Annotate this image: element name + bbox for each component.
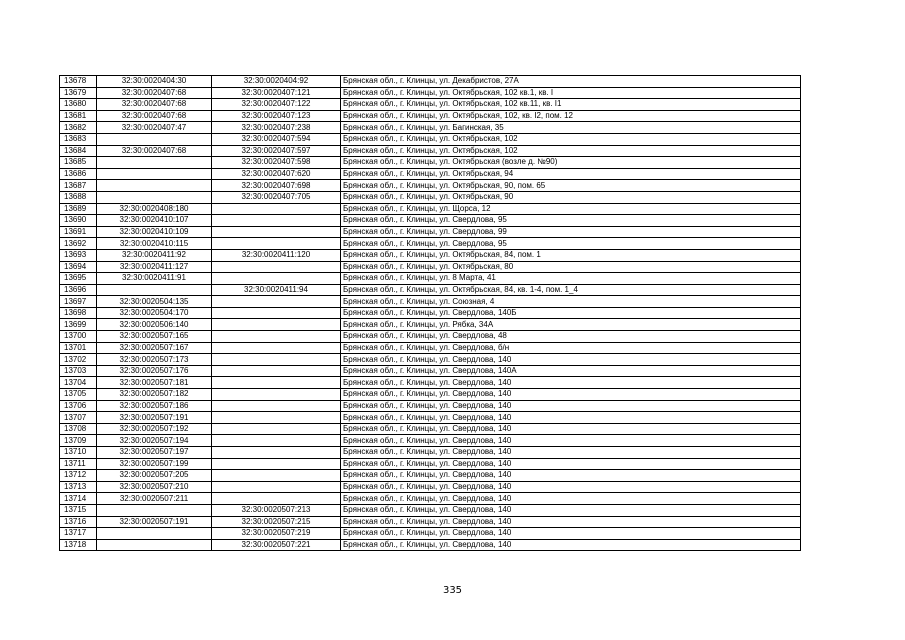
table-row <box>60 203 801 215</box>
row-number-cell: 13697 <box>60 296 97 308</box>
object-cadastral-number-cell <box>212 354 341 366</box>
object-cadastral-number-cell <box>212 261 341 273</box>
address-cell: Брянская обл., г. Клинцы, ул. Октябрьская, 102, кв. I2, пом. 12 <box>341 110 801 122</box>
object-cadastral-number-cell <box>212 203 341 215</box>
address-cell: Брянская обл., г. Клинцы, ул. Свердлова, 140 <box>341 458 801 470</box>
row-number-cell: 13706 <box>60 400 97 412</box>
row-number-cell: 13711 <box>60 458 97 470</box>
address-cell: Брянская обл., г. Клинцы, ул. Октябрьская, 80 <box>341 261 801 273</box>
address-cell: Брянская обл., г. Клинцы, ул. Октябрьская (возле д. №90) <box>341 157 801 169</box>
object-cadastral-number-cell: 32:30:0020407:123 <box>212 110 341 122</box>
table-row <box>60 110 801 122</box>
row-number-cell: 13707 <box>60 412 97 424</box>
object-cadastral-number-cell: 32:30:0020407:620 <box>212 168 341 180</box>
row-number-cell: 13698 <box>60 307 97 319</box>
address-cell: Брянская обл., г. Клинцы, ул. Октябрьская, 90, пом. 65 <box>341 180 801 192</box>
object-cadastral-number-cell: 32:30:0020407:597 <box>212 145 341 157</box>
address-cell: Брянская обл., г. Клинцы, ул. Рябка, 34А <box>341 319 801 331</box>
address-cell: Брянская обл., г. Клинцы, ул. Свердлова, б/н <box>341 342 801 354</box>
object-cadastral-number-cell <box>212 389 341 401</box>
land-cadastral-number-cell: 32:30:0020507:205 <box>97 470 212 482</box>
table-row <box>60 319 801 331</box>
land-cadastral-number-cell <box>97 284 212 296</box>
object-cadastral-number-cell: 32:30:0020507:215 <box>212 516 341 528</box>
address-cell: Брянская обл., г. Клинцы, ул. Свердлова, 95 <box>341 238 801 250</box>
row-number-cell: 13686 <box>60 168 97 180</box>
land-cadastral-number-cell: 32:30:0020411:127 <box>97 261 212 273</box>
address-cell: Брянская обл., г. Клинцы, ул. Свердлова, 140 <box>341 539 801 551</box>
land-cadastral-number-cell: 32:30:0020507:197 <box>97 447 212 459</box>
row-number-cell: 13701 <box>60 342 97 354</box>
row-number-cell: 13704 <box>60 377 97 389</box>
object-cadastral-number-cell <box>212 377 341 389</box>
registry-table <box>59 75 801 551</box>
table-row <box>60 261 801 273</box>
row-number-cell: 13684 <box>60 145 97 157</box>
land-cadastral-number-cell: 32:30:0020504:170 <box>97 307 212 319</box>
row-number-cell: 13693 <box>60 249 97 261</box>
table-row <box>60 458 801 470</box>
row-number-cell: 13685 <box>60 157 97 169</box>
land-cadastral-number-cell <box>97 504 212 516</box>
land-cadastral-number-cell <box>97 528 212 540</box>
object-cadastral-number-cell: 32:30:0020407:705 <box>212 191 341 203</box>
table-row <box>60 145 801 157</box>
land-cadastral-number-cell: 32:30:0020407:68 <box>97 99 212 111</box>
object-cadastral-number-cell <box>212 215 341 227</box>
land-cadastral-number-cell <box>97 539 212 551</box>
land-cadastral-number-cell: 32:30:0020410:115 <box>97 238 212 250</box>
land-cadastral-number-cell: 32:30:0020408:180 <box>97 203 212 215</box>
row-number-cell: 13690 <box>60 215 97 227</box>
land-cadastral-number-cell: 32:30:0020507:191 <box>97 412 212 424</box>
land-cadastral-number-cell <box>97 180 212 192</box>
address-cell: Брянская обл., г. Клинцы, ул. Свердлова, 140 <box>341 493 801 505</box>
table-row <box>60 238 801 250</box>
registry-table-body <box>60 76 801 551</box>
row-number-cell: 13694 <box>60 261 97 273</box>
land-cadastral-number-cell: 32:30:0020407:47 <box>97 122 212 134</box>
object-cadastral-number-cell <box>212 307 341 319</box>
land-cadastral-number-cell: 32:30:0020507:211 <box>97 493 212 505</box>
row-number-cell: 13700 <box>60 331 97 343</box>
land-cadastral-number-cell: 32:30:0020407:68 <box>97 110 212 122</box>
object-cadastral-number-cell <box>212 458 341 470</box>
land-cadastral-number-cell: 32:30:0020404:30 <box>97 76 212 88</box>
land-cadastral-number-cell <box>97 168 212 180</box>
table-row <box>60 133 801 145</box>
row-number-cell: 13709 <box>60 435 97 447</box>
land-cadastral-number-cell: 32:30:0020507:186 <box>97 400 212 412</box>
table-row <box>60 528 801 540</box>
row-number-cell: 13695 <box>60 273 97 285</box>
table-row <box>60 307 801 319</box>
table-row <box>60 447 801 459</box>
row-number-cell: 13716 <box>60 516 97 528</box>
object-cadastral-number-cell <box>212 412 341 424</box>
table-row <box>60 191 801 203</box>
object-cadastral-number-cell <box>212 226 341 238</box>
object-cadastral-number-cell: 32:30:0020407:698 <box>212 180 341 192</box>
object-cadastral-number-cell: 32:30:0020407:121 <box>212 87 341 99</box>
row-number-cell: 13708 <box>60 423 97 435</box>
table-row <box>60 87 801 99</box>
row-number-cell: 13680 <box>60 99 97 111</box>
land-cadastral-number-cell: 32:30:0020507:167 <box>97 342 212 354</box>
row-number-cell: 13710 <box>60 447 97 459</box>
land-cadastral-number-cell: 32:30:0020507:210 <box>97 481 212 493</box>
row-number-cell: 13718 <box>60 539 97 551</box>
table-row <box>60 296 801 308</box>
land-cadastral-number-cell: 32:30:0020410:107 <box>97 215 212 227</box>
table-row <box>60 539 801 551</box>
row-number-cell: 13712 <box>60 470 97 482</box>
table-row <box>60 226 801 238</box>
address-cell: Брянская обл., г. Клинцы, ул. Свердлова, 140 <box>341 377 801 389</box>
land-cadastral-number-cell: 32:30:0020507:173 <box>97 354 212 366</box>
object-cadastral-number-cell: 32:30:0020411:94 <box>212 284 341 296</box>
row-number-cell: 13692 <box>60 238 97 250</box>
row-number-cell: 13715 <box>60 504 97 516</box>
object-cadastral-number-cell: 32:30:0020407:594 <box>212 133 341 145</box>
table-row <box>60 377 801 389</box>
address-cell: Брянская обл., г. Клинцы, ул. Октябрьская, 102 <box>341 133 801 145</box>
object-cadastral-number-cell <box>212 493 341 505</box>
address-cell: Брянская обл., г. Клинцы, ул. Октябрьская, 84, кв. 1-4, пом. 1_4 <box>341 284 801 296</box>
table-row <box>60 423 801 435</box>
table-row <box>60 180 801 192</box>
row-number-cell: 13696 <box>60 284 97 296</box>
object-cadastral-number-cell <box>212 342 341 354</box>
table-row <box>60 400 801 412</box>
row-number-cell: 13681 <box>60 110 97 122</box>
address-cell: Брянская обл., г. Клинцы, ул. Щорса, 12 <box>341 203 801 215</box>
row-number-cell: 13683 <box>60 133 97 145</box>
table-row <box>60 354 801 366</box>
row-number-cell: 13714 <box>60 493 97 505</box>
row-number-cell: 13679 <box>60 87 97 99</box>
object-cadastral-number-cell <box>212 238 341 250</box>
address-cell: Брянская обл., г. Клинцы, ул. Свердлова, 140 <box>341 516 801 528</box>
object-cadastral-number-cell: 32:30:0020404:92 <box>212 76 341 88</box>
address-cell: Брянская обл., г. Клинцы, ул. Октябрьская, 90 <box>341 191 801 203</box>
address-cell: Брянская обл., г. Клинцы, ул. Свердлова, 140 <box>341 412 801 424</box>
object-cadastral-number-cell: 32:30:0020507:219 <box>212 528 341 540</box>
object-cadastral-number-cell <box>212 273 341 285</box>
object-cadastral-number-cell <box>212 481 341 493</box>
land-cadastral-number-cell: 32:30:0020504:135 <box>97 296 212 308</box>
table-row <box>60 504 801 516</box>
table-row <box>60 481 801 493</box>
land-cadastral-number-cell: 32:30:0020507:176 <box>97 365 212 377</box>
object-cadastral-number-cell <box>212 365 341 377</box>
object-cadastral-number-cell <box>212 470 341 482</box>
table-row <box>60 99 801 111</box>
address-cell: Брянская обл., г. Клинцы, ул. Октябрьская, 102 <box>341 145 801 157</box>
land-cadastral-number-cell: 32:30:0020507:182 <box>97 389 212 401</box>
address-cell: Брянская обл., г. Клинцы, ул. Свердлова, 140 <box>341 470 801 482</box>
address-cell: Брянская обл., г. Клинцы, ул. Свердлова, 95 <box>341 215 801 227</box>
address-cell: Брянская обл., г. Клинцы, ул. Свердлова, 99 <box>341 226 801 238</box>
object-cadastral-number-cell: 32:30:0020407:122 <box>212 99 341 111</box>
land-cadastral-number-cell: 32:30:0020507:191 <box>97 516 212 528</box>
table-row <box>60 331 801 343</box>
row-number-cell: 13699 <box>60 319 97 331</box>
object-cadastral-number-cell <box>212 319 341 331</box>
object-cadastral-number-cell: 32:30:0020407:238 <box>212 122 341 134</box>
row-number-cell: 13688 <box>60 191 97 203</box>
table-row <box>60 284 801 296</box>
address-cell: Брянская обл., г. Клинцы, ул. Свердлова, 140 <box>341 528 801 540</box>
address-cell: Брянская обл., г. Клинцы, ул. Свердлова, 140А <box>341 365 801 377</box>
row-number-cell: 13713 <box>60 481 97 493</box>
land-cadastral-number-cell: 32:30:0020411:92 <box>97 249 212 261</box>
address-cell: Брянская обл., г. Клинцы, ул. Багинская, 35 <box>341 122 801 134</box>
land-cadastral-number-cell <box>97 157 212 169</box>
row-number-cell: 13678 <box>60 76 97 88</box>
object-cadastral-number-cell <box>212 447 341 459</box>
object-cadastral-number-cell: 32:30:0020407:598 <box>212 157 341 169</box>
table-row <box>60 412 801 424</box>
address-cell: Брянская обл., г. Клинцы, ул. Свердлова, 140 <box>341 423 801 435</box>
table-row <box>60 470 801 482</box>
object-cadastral-number-cell: 32:30:0020507:221 <box>212 539 341 551</box>
row-number-cell: 13703 <box>60 365 97 377</box>
land-cadastral-number-cell: 32:30:0020411:91 <box>97 273 212 285</box>
table-row <box>60 215 801 227</box>
table-row <box>60 273 801 285</box>
table-row <box>60 493 801 505</box>
row-number-cell: 13687 <box>60 180 97 192</box>
row-number-cell: 13702 <box>60 354 97 366</box>
table-row <box>60 516 801 528</box>
address-cell: Брянская обл., г. Клинцы, ул. 8 Марта, 41 <box>341 273 801 285</box>
land-cadastral-number-cell: 32:30:0020507:199 <box>97 458 212 470</box>
table-row <box>60 435 801 447</box>
object-cadastral-number-cell <box>212 331 341 343</box>
row-number-cell: 13691 <box>60 226 97 238</box>
address-cell: Брянская обл., г. Клинцы, ул. Свердлова, 140 <box>341 504 801 516</box>
address-cell: Брянская обл., г. Клинцы, ул. Свердлова, 140Б <box>341 307 801 319</box>
table-row <box>60 168 801 180</box>
object-cadastral-number-cell: 32:30:0020507:213 <box>212 504 341 516</box>
row-number-cell: 13717 <box>60 528 97 540</box>
table-row <box>60 76 801 88</box>
object-cadastral-number-cell <box>212 435 341 447</box>
table-row <box>60 157 801 169</box>
table-row <box>60 122 801 134</box>
row-number-cell: 13682 <box>60 122 97 134</box>
address-cell: Брянская обл., г. Клинцы, ул. Свердлова, 140 <box>341 435 801 447</box>
address-cell: Брянская обл., г. Клинцы, ул. Свердлова, 140 <box>341 400 801 412</box>
land-cadastral-number-cell: 32:30:0020507:192 <box>97 423 212 435</box>
address-cell: Брянская обл., г. Клинцы, ул. Союзная, 4 <box>341 296 801 308</box>
land-cadastral-number-cell: 32:30:0020507:181 <box>97 377 212 389</box>
table-row <box>60 389 801 401</box>
address-cell: Брянская обл., г. Клинцы, ул. Октябрьская, 94 <box>341 168 801 180</box>
address-cell: Брянская обл., г. Клинцы, ул. Свердлова, 140 <box>341 447 801 459</box>
address-cell: Брянская обл., г. Клинцы, ул. Октябрьская, 102 кв.1, кв. I <box>341 87 801 99</box>
row-number-cell: 13705 <box>60 389 97 401</box>
land-cadastral-number-cell: 32:30:0020507:194 <box>97 435 212 447</box>
table-row <box>60 342 801 354</box>
page-number: 335 <box>442 585 463 596</box>
land-cadastral-number-cell <box>97 191 212 203</box>
object-cadastral-number-cell <box>212 296 341 308</box>
land-cadastral-number-cell: 32:30:0020507:165 <box>97 331 212 343</box>
land-cadastral-number-cell <box>97 133 212 145</box>
object-cadastral-number-cell <box>212 400 341 412</box>
land-cadastral-number-cell: 32:30:0020410:109 <box>97 226 212 238</box>
object-cadastral-number-cell: 32:30:0020411:120 <box>212 249 341 261</box>
land-cadastral-number-cell: 32:30:0020407:68 <box>97 87 212 99</box>
object-cadastral-number-cell <box>212 423 341 435</box>
table-row <box>60 249 801 261</box>
address-cell: Брянская обл., г. Клинцы, ул. Октябрьская, 84, пом. 1 <box>341 249 801 261</box>
address-cell: Брянская обл., г. Клинцы, ул. Октябрьская, 102 кв.11, кв. I1 <box>341 99 801 111</box>
address-cell: Брянская обл., г. Клинцы, ул. Декабристов, 27А <box>341 76 801 88</box>
address-cell: Брянская обл., г. Клинцы, ул. Свердлова, 140 <box>341 354 801 366</box>
row-number-cell: 13689 <box>60 203 97 215</box>
address-cell: Брянская обл., г. Клинцы, ул. Свердлова, 140 <box>341 389 801 401</box>
address-cell: Брянская обл., г. Клинцы, ул. Свердлова, 48 <box>341 331 801 343</box>
table-row <box>60 365 801 377</box>
land-cadastral-number-cell: 32:30:0020506:140 <box>97 319 212 331</box>
land-cadastral-number-cell: 32:30:0020407:68 <box>97 145 212 157</box>
address-cell: Брянская обл., г. Клинцы, ул. Свердлова, 140 <box>341 481 801 493</box>
